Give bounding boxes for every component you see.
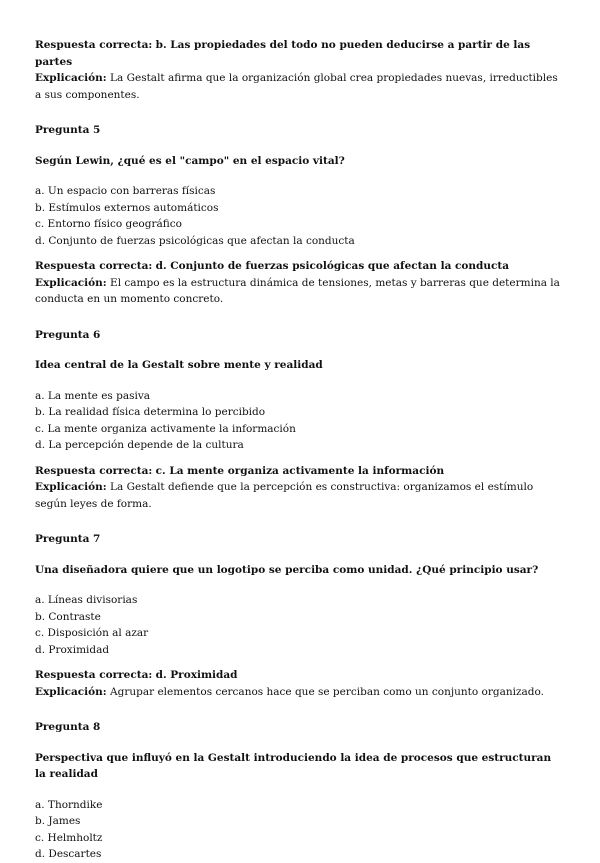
option-b: b. James bbox=[35, 815, 81, 827]
question-8 bbox=[35, 719, 565, 863]
answer-label: Respuesta correcta: bbox=[35, 464, 153, 477]
explanation bbox=[35, 684, 565, 701]
answer-text: d. Conjunto de fuerzas psicológicas que afectan la conducta bbox=[155, 260, 510, 272]
question-5 bbox=[35, 122, 565, 308]
explanation-text: La Gestalt afirma que la organización global crea propiedades nuevas, irreductibles a sus componentes. bbox=[35, 72, 558, 101]
explanation-text: El campo es la estructura dinámica de tensiones, metas y barreras que determina la conducta en un momento concreto. bbox=[35, 276, 560, 305]
option-b: b. Estímulos externos automáticos bbox=[35, 201, 219, 214]
question-6 bbox=[35, 327, 565, 513]
question-title: Pregunta 8 bbox=[35, 721, 101, 733]
answer bbox=[35, 667, 565, 684]
option-b: b. La realidad física determina lo percibido bbox=[35, 406, 266, 418]
answer-text: c. La mente organiza activamente la información bbox=[155, 464, 445, 477]
explanation-label: Explicación: bbox=[35, 72, 107, 84]
option-b: b. Contraste bbox=[35, 610, 101, 623]
option-list bbox=[35, 592, 565, 658]
option-d: d. Descartes bbox=[35, 848, 102, 860]
question-text: Según Lewin, ¿qué es el "campo" en el espacio vital? bbox=[35, 154, 345, 167]
question-7 bbox=[35, 531, 565, 700]
question-title: Pregunta 6 bbox=[35, 328, 101, 341]
question-text: Una diseñadora quiere que un logotipo se perciba como unidad. ¿Qué principio usar? bbox=[35, 563, 539, 576]
option-c: c. Entorno físico geográfico bbox=[35, 218, 182, 230]
explanation bbox=[35, 275, 565, 308]
answer-label: Respuesta correcta: bbox=[35, 39, 153, 51]
question-title: Pregunta 7 bbox=[35, 533, 101, 545]
explanation bbox=[35, 479, 565, 512]
option-a: a. Líneas divisorias bbox=[35, 594, 138, 606]
answer-label: Respuesta correcta: bbox=[35, 260, 153, 272]
explanation-label: Explicación: bbox=[35, 685, 107, 698]
document-page bbox=[35, 37, 565, 863]
explanation-label: Explicación: bbox=[35, 276, 107, 289]
option-c: c. Disposición al azar bbox=[35, 627, 149, 639]
option-list bbox=[35, 797, 565, 863]
intro-explanation bbox=[35, 70, 565, 103]
explanation-label: Explicación: bbox=[35, 481, 107, 493]
option-a: a. Un espacio con barreras físicas bbox=[35, 185, 216, 197]
question-text: Idea central de la Gestalt sobre mente y realidad bbox=[35, 359, 323, 371]
option-a: a. Thorndike bbox=[35, 798, 103, 811]
question-title: Pregunta 5 bbox=[35, 124, 101, 136]
intro-answer bbox=[35, 37, 565, 70]
question-text: Perspectiva que influyó en la Gestalt introduciendo la idea de procesos que estructuran la realidad bbox=[35, 751, 552, 780]
answer bbox=[35, 258, 565, 275]
option-c: c. Helmholtz bbox=[35, 831, 103, 844]
option-d: d. Conjunto de fuerzas psicológicas que afectan la conducta bbox=[35, 234, 355, 247]
option-list bbox=[35, 388, 565, 454]
answer-text: b. Las propiedades del todo no pueden deducirse a partir de las partes bbox=[35, 39, 531, 68]
explanation-text: Agrupar elementos cercanos hace que se perciban como un conjunto organizado. bbox=[110, 685, 544, 698]
answer-label: Respuesta correcta: bbox=[35, 669, 153, 681]
option-d: d. La percepción depende de la cultura bbox=[35, 439, 244, 451]
option-d: d. Proximidad bbox=[35, 643, 110, 656]
answer bbox=[35, 463, 565, 480]
answer-text: d. Proximidad bbox=[155, 669, 238, 681]
option-list bbox=[35, 183, 565, 249]
explanation-text: La Gestalt defiende que la percepción es constructiva: organizamos el estímulo según leyes de forma. bbox=[35, 481, 534, 510]
option-a: a. La mente es pasiva bbox=[35, 389, 151, 402]
option-c: c. La mente organiza activamente la información bbox=[35, 422, 296, 435]
